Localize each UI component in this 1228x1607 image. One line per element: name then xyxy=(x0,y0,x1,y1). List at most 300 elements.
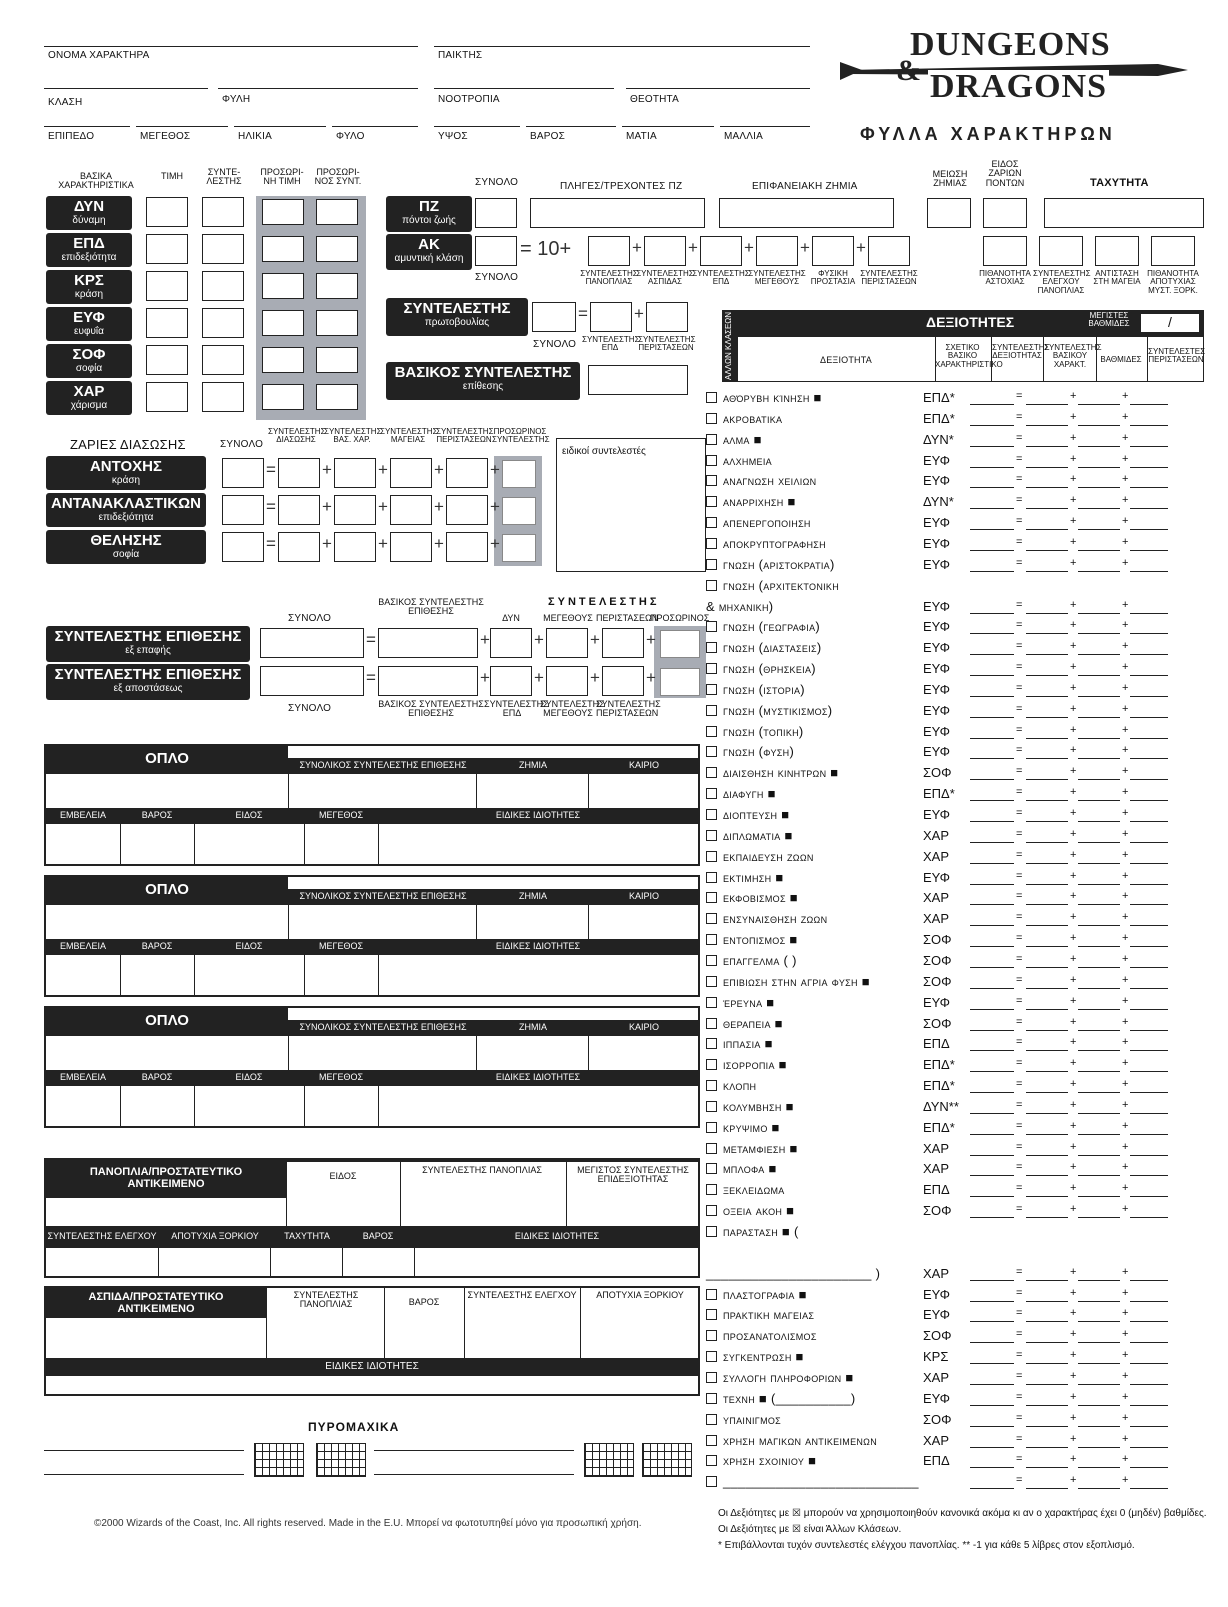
skill-fields[interactable] xyxy=(970,805,1170,825)
skill-fields[interactable] xyxy=(970,701,1170,721)
temp-score-box[interactable] xyxy=(262,236,304,262)
skill-mod-field[interactable] xyxy=(970,1447,1014,1448)
skill-ranks-field[interactable] xyxy=(1078,654,1120,655)
skill-mod-field[interactable] xyxy=(970,1363,1014,1364)
skill-ranks-field[interactable] xyxy=(1078,1363,1120,1364)
skill-checkbox[interactable] xyxy=(706,767,717,778)
save-temp-box[interactable] xyxy=(502,497,536,525)
skill-mod-field[interactable] xyxy=(970,758,1014,759)
skill-fields[interactable] xyxy=(970,409,1170,429)
ac-extra-box[interactable] xyxy=(1151,236,1195,266)
skill-row[interactable] xyxy=(706,1305,814,1325)
ac-part-box[interactable] xyxy=(700,236,742,266)
skill-mod-field[interactable] xyxy=(970,842,1014,843)
attack-total-box[interactable] xyxy=(260,666,364,696)
skill-mod-field[interactable] xyxy=(970,1384,1014,1385)
skill-abmod-field[interactable] xyxy=(1026,904,1068,905)
skill-abmod-field[interactable] xyxy=(1026,1092,1068,1093)
ammo-grid[interactable] xyxy=(254,1443,304,1477)
skill-fields[interactable] xyxy=(970,492,1170,512)
skill-fields[interactable] xyxy=(970,1264,1170,1284)
skill-fields[interactable] xyxy=(970,659,1170,679)
save-total-box[interactable] xyxy=(222,532,264,562)
skill-mod-field[interactable] xyxy=(970,1009,1014,1010)
skill-row[interactable] xyxy=(706,492,796,512)
skill-abmod-field[interactable] xyxy=(1026,1467,1068,1468)
dr-box[interactable] xyxy=(927,198,971,228)
skill-ranks-field[interactable] xyxy=(1078,571,1120,572)
skill-misc-field[interactable] xyxy=(1130,1134,1168,1135)
ability-score-box[interactable] xyxy=(146,197,188,227)
skill-checkbox[interactable] xyxy=(706,642,717,653)
skill-abmod-field[interactable] xyxy=(1026,1384,1068,1385)
skill-checkbox[interactable] xyxy=(706,434,717,445)
skill-row[interactable] xyxy=(706,1201,794,1221)
skill-row[interactable] xyxy=(706,763,838,783)
ac-extra-box[interactable] xyxy=(983,236,1027,266)
skill-checkbox[interactable] xyxy=(706,392,717,403)
skill-misc-field[interactable] xyxy=(1130,1301,1168,1302)
save-part-box[interactable] xyxy=(390,458,432,488)
skill-misc-field[interactable] xyxy=(1130,1196,1168,1197)
skill-abmod-field[interactable] xyxy=(1026,1175,1068,1176)
attack-part-box[interactable] xyxy=(602,666,644,696)
skill-fields[interactable] xyxy=(970,513,1170,533)
skill-fields[interactable] xyxy=(970,1389,1170,1409)
skill-mod-field[interactable] xyxy=(970,738,1014,739)
skill-abmod-field[interactable] xyxy=(1026,571,1068,572)
save-part-box[interactable] xyxy=(390,532,432,562)
skill-mod-field[interactable] xyxy=(970,571,1014,572)
skill-abmod-field[interactable] xyxy=(1026,654,1068,655)
skill-checkbox[interactable] xyxy=(706,1414,717,1425)
skill-mod-field[interactable] xyxy=(970,529,1014,530)
skill-abmod-field[interactable] xyxy=(1026,1113,1068,1114)
skill-mod-field[interactable] xyxy=(970,1113,1014,1114)
skill-checkbox[interactable] xyxy=(706,1289,717,1300)
skill-abmod-field[interactable] xyxy=(1026,1426,1068,1427)
skill-abmod-field[interactable] xyxy=(1026,529,1068,530)
save-part-box[interactable] xyxy=(446,495,488,525)
skill-ranks-field[interactable] xyxy=(1078,633,1120,634)
skill-checkbox[interactable] xyxy=(706,455,717,466)
skill-row[interactable] xyxy=(706,1410,781,1430)
ability-score-box[interactable] xyxy=(146,234,188,264)
initiative-misc-box[interactable] xyxy=(646,302,688,332)
skill-abmod-field[interactable] xyxy=(1026,1217,1068,1218)
skill-ranks-field[interactable] xyxy=(1078,800,1120,801)
skill-fields[interactable] xyxy=(970,1410,1170,1430)
skill-misc-field[interactable] xyxy=(1130,425,1168,426)
skill-row[interactable] xyxy=(706,1055,787,1075)
speed-box[interactable] xyxy=(1044,198,1204,228)
skill-ranks-field[interactable] xyxy=(1078,1384,1120,1385)
temp-score-box[interactable] xyxy=(262,310,304,336)
skill-row[interactable] xyxy=(706,680,805,700)
skill-row[interactable] xyxy=(706,597,773,617)
skill-misc-field[interactable] xyxy=(1130,717,1168,718)
skill-ranks-field[interactable] xyxy=(1078,988,1120,989)
skill-misc-field[interactable] xyxy=(1130,1217,1168,1218)
skill-checkbox[interactable] xyxy=(706,1455,717,1466)
skill-abmod-field[interactable] xyxy=(1026,1134,1068,1135)
skill-mod-field[interactable] xyxy=(970,1321,1014,1322)
skill-mod-field[interactable] xyxy=(970,425,1014,426)
skill-ranks-field[interactable] xyxy=(1078,1280,1120,1281)
skill-ranks-field[interactable] xyxy=(1078,904,1120,905)
skill-checkbox[interactable] xyxy=(706,788,717,799)
skill-misc-field[interactable] xyxy=(1130,738,1168,739)
skill-ranks-field[interactable] xyxy=(1078,675,1120,676)
ability-mod-box[interactable] xyxy=(202,234,244,264)
skill-ranks-field[interactable] xyxy=(1078,1196,1120,1197)
skill-misc-field[interactable] xyxy=(1130,925,1168,926)
skill-checkbox[interactable] xyxy=(706,892,717,903)
save-part-box[interactable] xyxy=(446,458,488,488)
skill-row[interactable] xyxy=(706,1285,807,1305)
ac-part-box[interactable] xyxy=(644,236,686,266)
skill-mod-field[interactable] xyxy=(970,1175,1014,1176)
skill-row[interactable] xyxy=(706,1222,799,1242)
temp-mod-box[interactable] xyxy=(316,347,358,373)
skill-abmod-field[interactable] xyxy=(1026,967,1068,968)
skill-row[interactable] xyxy=(706,1139,798,1159)
skill-checkbox[interactable] xyxy=(706,955,717,966)
skill-ranks-field[interactable] xyxy=(1078,1217,1120,1218)
skill-checkbox[interactable] xyxy=(706,934,717,945)
skill-fields[interactable] xyxy=(970,888,1170,908)
skill-misc-field[interactable] xyxy=(1130,904,1168,905)
skill-fields[interactable] xyxy=(970,1097,1170,1117)
skill-misc-field[interactable] xyxy=(1130,758,1168,759)
skill-ranks-field[interactable] xyxy=(1078,1488,1120,1489)
skill-abmod-field[interactable] xyxy=(1026,1009,1068,1010)
initiative-dex-box[interactable] xyxy=(590,302,632,332)
skill-misc-field[interactable] xyxy=(1130,1467,1168,1468)
skill-checkbox[interactable] xyxy=(706,1143,717,1154)
skill-fields[interactable] xyxy=(970,430,1170,450)
skill-abmod-field[interactable] xyxy=(1026,884,1068,885)
skill-row[interactable] xyxy=(706,1180,785,1200)
skill-misc-field[interactable] xyxy=(1130,1384,1168,1385)
skill-checkbox[interactable] xyxy=(706,413,717,424)
skill-fields[interactable] xyxy=(970,868,1170,888)
skill-misc-field[interactable] xyxy=(1130,988,1168,989)
skill-checkbox[interactable] xyxy=(706,746,717,757)
skill-row[interactable] xyxy=(706,1368,854,1388)
skill-checkbox[interactable] xyxy=(706,809,717,820)
skill-row[interactable] xyxy=(706,1014,783,1034)
skill-fields[interactable] xyxy=(970,680,1170,700)
skill-abmod-field[interactable] xyxy=(1026,1071,1068,1072)
skill-misc-field[interactable] xyxy=(1130,842,1168,843)
save-temp-box[interactable] xyxy=(502,460,536,488)
skill-ranks-field[interactable] xyxy=(1078,1155,1120,1156)
skill-ranks-field[interactable] xyxy=(1078,842,1120,843)
ability-score-box[interactable] xyxy=(146,345,188,375)
skill-row[interactable] xyxy=(706,701,832,721)
skill-mod-field[interactable] xyxy=(970,1155,1014,1156)
skill-checkbox[interactable] xyxy=(706,475,717,486)
skill-mod-field[interactable] xyxy=(970,467,1014,468)
skill-mod-field[interactable] xyxy=(970,1071,1014,1072)
skill-fields[interactable] xyxy=(970,847,1170,867)
save-part-box[interactable] xyxy=(278,532,320,562)
skill-ranks-field[interactable] xyxy=(1078,1030,1120,1031)
skill-ranks-field[interactable] xyxy=(1078,1113,1120,1114)
skill-fields[interactable] xyxy=(970,1139,1170,1159)
skill-row[interactable] xyxy=(706,1431,877,1451)
bab-box[interactable] xyxy=(588,365,688,395)
temp-score-box[interactable] xyxy=(262,199,304,225)
skill-ranks-field[interactable] xyxy=(1078,884,1120,885)
skill-fields[interactable] xyxy=(970,763,1170,783)
skill-checkbox[interactable] xyxy=(706,1226,717,1237)
skill-abmod-field[interactable] xyxy=(1026,404,1068,405)
skill-mod-field[interactable] xyxy=(970,988,1014,989)
skill-fields[interactable] xyxy=(970,722,1170,742)
skill-ranks-field[interactable] xyxy=(1078,487,1120,488)
skill-row[interactable] xyxy=(706,888,798,908)
ammo-line[interactable] xyxy=(44,1450,244,1451)
skill-checkbox[interactable] xyxy=(706,663,717,674)
skill-mod-field[interactable] xyxy=(970,487,1014,488)
skill-checkbox[interactable] xyxy=(706,538,717,549)
skill-fields[interactable] xyxy=(970,1159,1170,1179)
skill-mod-field[interactable] xyxy=(970,446,1014,447)
skill-row[interactable] xyxy=(706,1118,780,1138)
skill-fields[interactable] xyxy=(970,993,1170,1013)
skill-checkbox[interactable] xyxy=(706,726,717,737)
save-part-box[interactable] xyxy=(334,532,376,562)
skill-ranks-field[interactable] xyxy=(1078,1134,1120,1135)
wounds-box[interactable] xyxy=(530,198,705,228)
skill-fields[interactable] xyxy=(970,951,1170,971)
skill-misc-field[interactable] xyxy=(1130,467,1168,468)
skill-misc-field[interactable] xyxy=(1130,1405,1168,1406)
hp-total-box[interactable] xyxy=(475,198,517,228)
skill-fields[interactable] xyxy=(970,1034,1170,1054)
skill-mod-field[interactable] xyxy=(970,508,1014,509)
skill-checkbox[interactable] xyxy=(706,1122,717,1133)
skill-row[interactable] xyxy=(706,388,822,408)
skill-ranks-field[interactable] xyxy=(1078,967,1120,968)
skill-checkbox[interactable] xyxy=(706,976,717,987)
skill-misc-field[interactable] xyxy=(1130,1009,1168,1010)
skill-misc-field[interactable] xyxy=(1130,508,1168,509)
skill-checkbox[interactable] xyxy=(706,1393,717,1404)
skill-misc-field[interactable] xyxy=(1130,1071,1168,1072)
temp-score-box[interactable] xyxy=(262,273,304,299)
temp-mod-box[interactable] xyxy=(316,384,358,410)
skill-checkbox[interactable] xyxy=(706,517,717,528)
skill-fields[interactable] xyxy=(970,451,1170,471)
hit-dice-box[interactable] xyxy=(983,198,1027,228)
skill-ranks-field[interactable] xyxy=(1078,425,1120,426)
skill-row[interactable] xyxy=(706,868,784,888)
skill-ranks-field[interactable] xyxy=(1078,758,1120,759)
skill-misc-field[interactable] xyxy=(1130,1050,1168,1051)
skill-ranks-field[interactable] xyxy=(1078,1321,1120,1322)
skill-mod-field[interactable] xyxy=(970,717,1014,718)
skill-abmod-field[interactable] xyxy=(1026,508,1068,509)
ability-score-box[interactable] xyxy=(146,382,188,412)
skill-misc-field[interactable] xyxy=(1130,487,1168,488)
skill-misc-field[interactable] xyxy=(1130,800,1168,801)
skill-misc-field[interactable] xyxy=(1130,946,1168,947)
skill-mod-field[interactable] xyxy=(970,904,1014,905)
skill-misc-field[interactable] xyxy=(1130,1447,1168,1448)
skill-ranks-field[interactable] xyxy=(1078,404,1120,405)
skill-misc-field[interactable] xyxy=(1130,1488,1168,1489)
skill-ranks-field[interactable] xyxy=(1078,1342,1120,1343)
skill-abmod-field[interactable] xyxy=(1026,988,1068,989)
skill-fields[interactable] xyxy=(970,1326,1170,1346)
attack-part-box[interactable] xyxy=(490,628,532,658)
skill-abmod-field[interactable] xyxy=(1026,1155,1068,1156)
skill-misc-field[interactable] xyxy=(1130,1342,1168,1343)
ability-score-box[interactable] xyxy=(146,271,188,301)
skill-row[interactable] xyxy=(706,1451,816,1471)
attack-temp-box[interactable] xyxy=(660,668,700,696)
skill-mod-field[interactable] xyxy=(970,633,1014,634)
ammo-grid[interactable] xyxy=(642,1443,692,1477)
ammo-line[interactable] xyxy=(374,1474,574,1475)
skill-abmod-field[interactable] xyxy=(1026,425,1068,426)
skill-ranks-field[interactable] xyxy=(1078,1071,1120,1072)
ac-extra-box[interactable] xyxy=(1095,236,1139,266)
ac-total-box[interactable] xyxy=(475,236,517,266)
skill-row[interactable] xyxy=(706,430,762,450)
skill-ranks-field[interactable] xyxy=(1078,863,1120,864)
skill-misc-field[interactable] xyxy=(1130,1280,1168,1281)
skill-fields[interactable] xyxy=(970,909,1170,929)
temp-mod-box[interactable] xyxy=(316,236,358,262)
skill-row[interactable] xyxy=(706,1264,880,1284)
skill-abmod-field[interactable] xyxy=(1026,1447,1068,1448)
skill-mod-field[interactable] xyxy=(970,696,1014,697)
temp-mod-box[interactable] xyxy=(316,199,358,225)
skill-fields[interactable] xyxy=(970,1472,1170,1492)
skill-mod-field[interactable] xyxy=(970,1342,1014,1343)
skill-fields[interactable] xyxy=(970,617,1170,637)
skill-abmod-field[interactable] xyxy=(1026,487,1068,488)
skill-abmod-field[interactable] xyxy=(1026,821,1068,822)
save-total-box[interactable] xyxy=(222,495,264,525)
save-part-box[interactable] xyxy=(390,495,432,525)
skill-row[interactable] xyxy=(706,513,811,533)
ac-extra-box[interactable] xyxy=(1039,236,1083,266)
skill-misc-field[interactable] xyxy=(1130,1363,1168,1364)
attack-base-box[interactable] xyxy=(378,666,478,696)
skill-misc-field[interactable] xyxy=(1130,1092,1168,1093)
skill-abmod-field[interactable] xyxy=(1026,946,1068,947)
skill-misc-field[interactable] xyxy=(1130,571,1168,572)
skill-fields[interactable] xyxy=(970,1347,1170,1367)
skill-row[interactable] xyxy=(706,930,798,950)
skill-row[interactable] xyxy=(706,951,797,971)
skill-ranks-field[interactable] xyxy=(1078,1175,1120,1176)
skill-ranks-field[interactable] xyxy=(1078,550,1120,551)
skill-fields[interactable] xyxy=(970,1368,1170,1388)
skill-checkbox[interactable] xyxy=(706,559,717,570)
skill-ranks-field[interactable] xyxy=(1078,925,1120,926)
attack-part-box[interactable] xyxy=(602,628,644,658)
skill-abmod-field[interactable] xyxy=(1026,863,1068,864)
special-modifiers-box[interactable] xyxy=(556,438,706,572)
attack-total-box[interactable] xyxy=(260,628,364,658)
ammo-grid[interactable] xyxy=(584,1443,634,1477)
save-temp-box[interactable] xyxy=(502,534,536,562)
skill-row[interactable] xyxy=(706,1097,794,1117)
skill-misc-field[interactable] xyxy=(1130,613,1168,614)
skill-checkbox[interactable] xyxy=(706,705,717,716)
skill-fields[interactable] xyxy=(970,471,1170,491)
skill-mod-field[interactable] xyxy=(970,1030,1014,1031)
attack-temp-box[interactable] xyxy=(660,630,700,658)
temp-mod-box[interactable] xyxy=(316,310,358,336)
skill-checkbox[interactable] xyxy=(706,1184,717,1195)
save-part-box[interactable] xyxy=(446,532,488,562)
skill-mod-field[interactable] xyxy=(970,884,1014,885)
skill-abmod-field[interactable] xyxy=(1026,1301,1068,1302)
skill-checkbox[interactable] xyxy=(706,1435,717,1446)
save-part-box[interactable] xyxy=(334,495,376,525)
skill-row[interactable] xyxy=(706,1076,756,1096)
skill-mod-field[interactable] xyxy=(970,675,1014,676)
skill-misc-field[interactable] xyxy=(1130,1155,1168,1156)
ability-mod-box[interactable] xyxy=(202,271,244,301)
skill-mod-field[interactable] xyxy=(970,613,1014,614)
skill-checkbox[interactable] xyxy=(706,1059,717,1070)
skill-ranks-field[interactable] xyxy=(1078,738,1120,739)
skill-abmod-field[interactable] xyxy=(1026,738,1068,739)
ac-part-box[interactable] xyxy=(588,236,630,266)
save-total-box[interactable] xyxy=(222,458,264,488)
skill-row[interactable] xyxy=(706,847,814,867)
skill-mod-field[interactable] xyxy=(970,1050,1014,1051)
skill-mod-field[interactable] xyxy=(970,946,1014,947)
skill-row[interactable] xyxy=(706,1389,856,1409)
skill-row[interactable] xyxy=(706,993,774,1013)
ac-part-box[interactable] xyxy=(812,236,854,266)
skill-misc-field[interactable] xyxy=(1130,529,1168,530)
skill-row[interactable] xyxy=(706,1472,919,1492)
skill-checkbox[interactable] xyxy=(706,496,717,507)
temp-score-box[interactable] xyxy=(262,384,304,410)
skill-misc-field[interactable] xyxy=(1130,633,1168,634)
nonlethal-box[interactable] xyxy=(719,198,894,228)
skill-checkbox[interactable] xyxy=(706,913,717,924)
ammo-grid[interactable] xyxy=(316,1443,366,1477)
skill-misc-field[interactable] xyxy=(1130,1321,1168,1322)
skill-mod-field[interactable] xyxy=(970,1426,1014,1427)
skill-checkbox[interactable] xyxy=(706,872,717,883)
skill-row[interactable] xyxy=(706,1347,804,1367)
skill-abmod-field[interactable] xyxy=(1026,842,1068,843)
skill-checkbox[interactable] xyxy=(706,1351,717,1362)
skill-row[interactable] xyxy=(706,1159,777,1179)
skill-mod-field[interactable] xyxy=(970,1217,1014,1218)
skill-mod-field[interactable] xyxy=(970,1092,1014,1093)
skill-fields[interactable] xyxy=(970,534,1170,554)
skill-abmod-field[interactable] xyxy=(1026,800,1068,801)
skill-mod-field[interactable] xyxy=(970,925,1014,926)
skill-ranks-field[interactable] xyxy=(1078,1405,1120,1406)
skill-checkbox[interactable] xyxy=(706,1309,717,1320)
skill-ranks-field[interactable] xyxy=(1078,1050,1120,1051)
skill-checkbox[interactable] xyxy=(706,1372,717,1383)
